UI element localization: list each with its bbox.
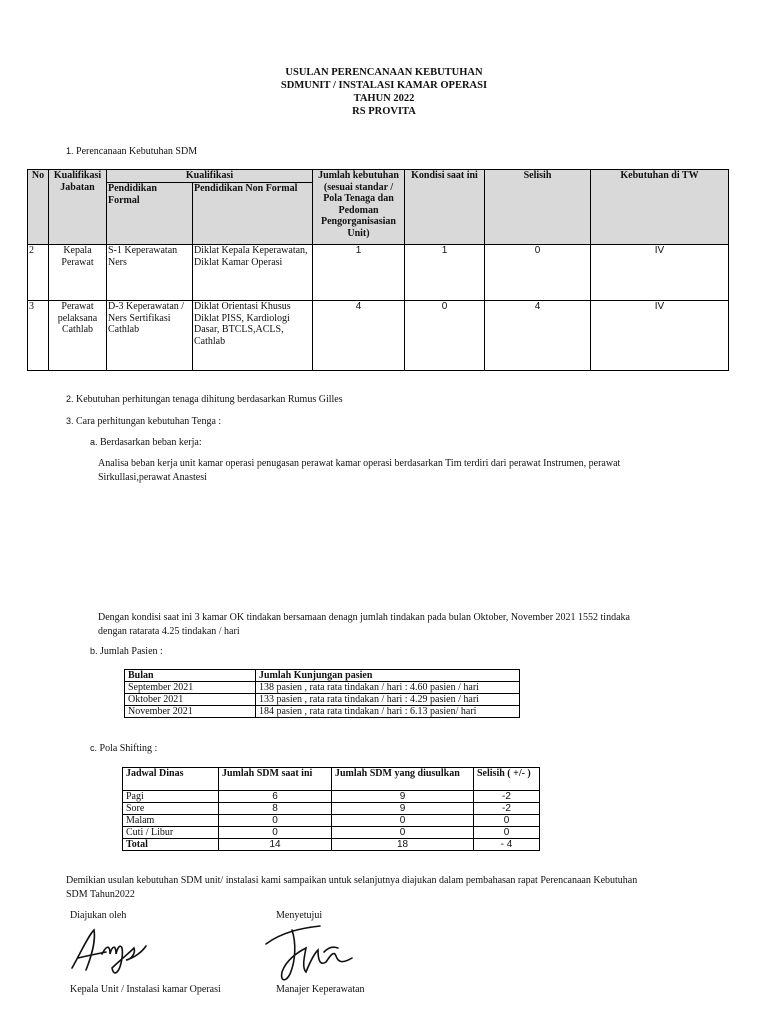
cell-diusulkan: 9 — [332, 803, 474, 815]
cell-jadwal: Cuti / Libur — [123, 827, 219, 839]
section-3c-text: Pola Shifting : — [99, 743, 158, 754]
header-selisih: Selisih ( +/- ) — [474, 768, 540, 791]
workload-paragraph-line-2: Sirkullasi,perawat Anastesi — [98, 472, 207, 483]
section-2 — [66, 393, 343, 406]
condition-paragraph-line-2: dengan ratarata 4.25 tindakan / hari — [98, 626, 240, 637]
section-3 — [66, 415, 221, 428]
signature-right-title: Manajer Keperawatan — [276, 984, 365, 995]
header-jumlah-kunjungan: Jumlah Kunjungan pasien — [256, 670, 520, 682]
signature-left-title: Kepala Unit / Instalasi kamar Operasi — [70, 984, 221, 995]
section-3b-text: Jumlah Pasien : — [100, 646, 163, 657]
cell-jadwal: Total — [123, 839, 219, 851]
table-row — [125, 694, 520, 706]
cell-bulan: September 2021 — [125, 682, 256, 694]
header-kualifikasi-jabatan: Kualifikasi Jabatan — [49, 170, 107, 245]
header-sdm-diusulkan: Jumlah SDM yang diusulkan — [332, 768, 474, 791]
title-line-1: USULAN PERENCANAAN KEBUTUHAN — [285, 67, 483, 78]
row-selisih: 0 — [485, 245, 591, 301]
row-selisih: 4 — [485, 301, 591, 371]
row-tw: IV — [591, 301, 729, 371]
table-row — [123, 827, 540, 839]
row-formal: D-3 Keperawatan / Ners Sertifikasi Cathlab — [107, 301, 193, 371]
row-jumlah: 1 — [313, 245, 405, 301]
cell-kunjungan: 184 pasien , rata rata tindakan / hari : 6.13 pasien/ hari — [256, 706, 520, 718]
cell-saat-ini: 6 — [219, 791, 332, 803]
section-3c — [90, 742, 157, 755]
cell-jadwal: Malam — [123, 815, 219, 827]
cell-kunjungan: 133 pasien , rata rata tindakan / hari : 4.29 pasien / hari — [256, 694, 520, 706]
shift-pattern-table — [122, 767, 540, 851]
title-line-4: RS PROVITA — [352, 106, 416, 117]
sdm-needs-table — [27, 169, 729, 371]
cell-kunjungan: 138 pasien , rata rata tindakan / hari : 4.60 pasien / hari — [256, 682, 520, 694]
workload-paragraph-line-1: Analisa beban kerja unit kamar operasi penugasan perawat kamar operasi berdasarkan Tim terdiri dari perawat Instrumen, perawat — [98, 458, 621, 469]
section-3b — [90, 645, 163, 658]
row-jabatan: Kepala Perawat — [49, 245, 107, 301]
document-title — [0, 66, 768, 118]
section-2-text: Kebutuhan perhitungan tenaga dihitung berdasarkan Rumus Gilles — [76, 394, 343, 405]
row-jumlah: 4 — [313, 301, 405, 371]
cell-selisih: 0 — [474, 815, 540, 827]
cell-diusulkan: 0 — [332, 815, 474, 827]
header-no: No — [28, 170, 49, 245]
table-row — [125, 706, 520, 718]
header-jumlah-kebutuhan: Jumlah kebutuhan (sesuai standar / Pola Tenaga dan Pedoman Pengorganisasian Unit) — [313, 170, 405, 245]
cell-saat-ini: 14 — [219, 839, 332, 851]
table-row — [28, 301, 729, 371]
cell-diusulkan: 9 — [332, 791, 474, 803]
table-row-total — [123, 839, 540, 851]
section-1-text: Perencanaan Kebutuhan SDM — [76, 146, 198, 157]
row-kondisi: 0 — [405, 301, 485, 371]
table-row — [123, 815, 540, 827]
table-row — [123, 791, 540, 803]
cell-diusulkan: 18 — [332, 839, 474, 851]
section-3a-text: Berdasarkan beban kerja: — [100, 437, 202, 448]
title-line-3: TAHUN 2022 — [353, 93, 415, 104]
section-1-number: 1. — [66, 146, 74, 156]
signature-right-image — [262, 922, 358, 986]
cell-diusulkan: 0 — [332, 827, 474, 839]
section-3a — [90, 436, 202, 449]
header-jadwal-dinas: Jadwal Dinas — [123, 768, 219, 791]
row-non-formal: Diklat Orientasi Khusus Diklat PISS, Kardiologi Dasar, BTCLS,ACLS, Cathlab — [193, 301, 313, 371]
table-row — [123, 803, 540, 815]
condition-paragraph-line-1: Dengan kondisi saat ini 3 kamar OK tindakan bersamaan denagn jumlah tindakan pada bulan Oktober, November 2021 1552 tindaka — [98, 612, 630, 623]
header-sdm-saat-ini: Jumlah SDM saat ini — [219, 768, 332, 791]
cell-selisih: -2 — [474, 803, 540, 815]
section-3c-label: c. — [90, 743, 98, 753]
table-row — [28, 245, 729, 301]
row-kondisi: 1 — [405, 245, 485, 301]
cell-selisih: - 4 — [474, 839, 540, 851]
cell-selisih: 0 — [474, 827, 540, 839]
cell-jadwal: Pagi — [123, 791, 219, 803]
row-no: 3 — [28, 301, 49, 371]
cell-saat-ini: 0 — [219, 827, 332, 839]
header-kebutuhan-tw: Kebutuhan di TW — [591, 170, 729, 245]
row-tw: IV — [591, 245, 729, 301]
closing-line-2: SDM Tahun2022 — [66, 889, 135, 900]
header-kondisi: Kondisi saat ini — [405, 170, 485, 245]
header-bulan: Bulan — [125, 670, 256, 682]
header-pendidikan-non-formal: Pendidikan Non Formal — [193, 183, 313, 245]
row-formal: S-1 Keperawatan Ners — [107, 245, 193, 301]
section-3a-label: a. — [90, 437, 98, 447]
cell-bulan: Oktober 2021 — [125, 694, 256, 706]
signature-left-label: Diajukan oleh — [70, 910, 127, 921]
cell-bulan: November 2021 — [125, 706, 256, 718]
section-3b-label: b. — [90, 646, 98, 656]
cell-saat-ini: 0 — [219, 815, 332, 827]
signature-left-image — [68, 924, 150, 982]
row-non-formal: Diklat Kepala Keperawatan, Diklat Kamar Operasi — [193, 245, 313, 301]
section-3-number: 3. — [66, 416, 74, 426]
cell-saat-ini: 8 — [219, 803, 332, 815]
header-selisih: Selisih — [485, 170, 591, 245]
cell-jadwal: Sore — [123, 803, 219, 815]
table-row — [125, 682, 520, 694]
closing-line-1: Demikian usulan kebutuhan SDM unit/ instalasi kami sampaikan untuk selanjutnya diajukan dalam pembahasan rapat Perencanaan Kebutuhan — [66, 875, 638, 886]
title-line-2: SDMUNIT / INSTALASI KAMAR OPERASI — [280, 80, 488, 91]
header-kualifikasi: Kualifikasi — [107, 170, 313, 183]
row-jabatan: Perawat pelaksana Cathlab — [49, 301, 107, 371]
cell-selisih: -2 — [474, 791, 540, 803]
section-2-number: 2. — [66, 394, 74, 404]
signature-right-label: Menyetujui — [276, 910, 323, 921]
section-3-text: Cara perhitungan kebutuhan Tenga : — [76, 416, 222, 427]
patient-visits-table — [124, 669, 520, 718]
section-1-heading — [66, 145, 197, 158]
row-no: 2 — [28, 245, 49, 301]
header-pendidikan-formal: Pendidikan Formal — [107, 183, 193, 245]
